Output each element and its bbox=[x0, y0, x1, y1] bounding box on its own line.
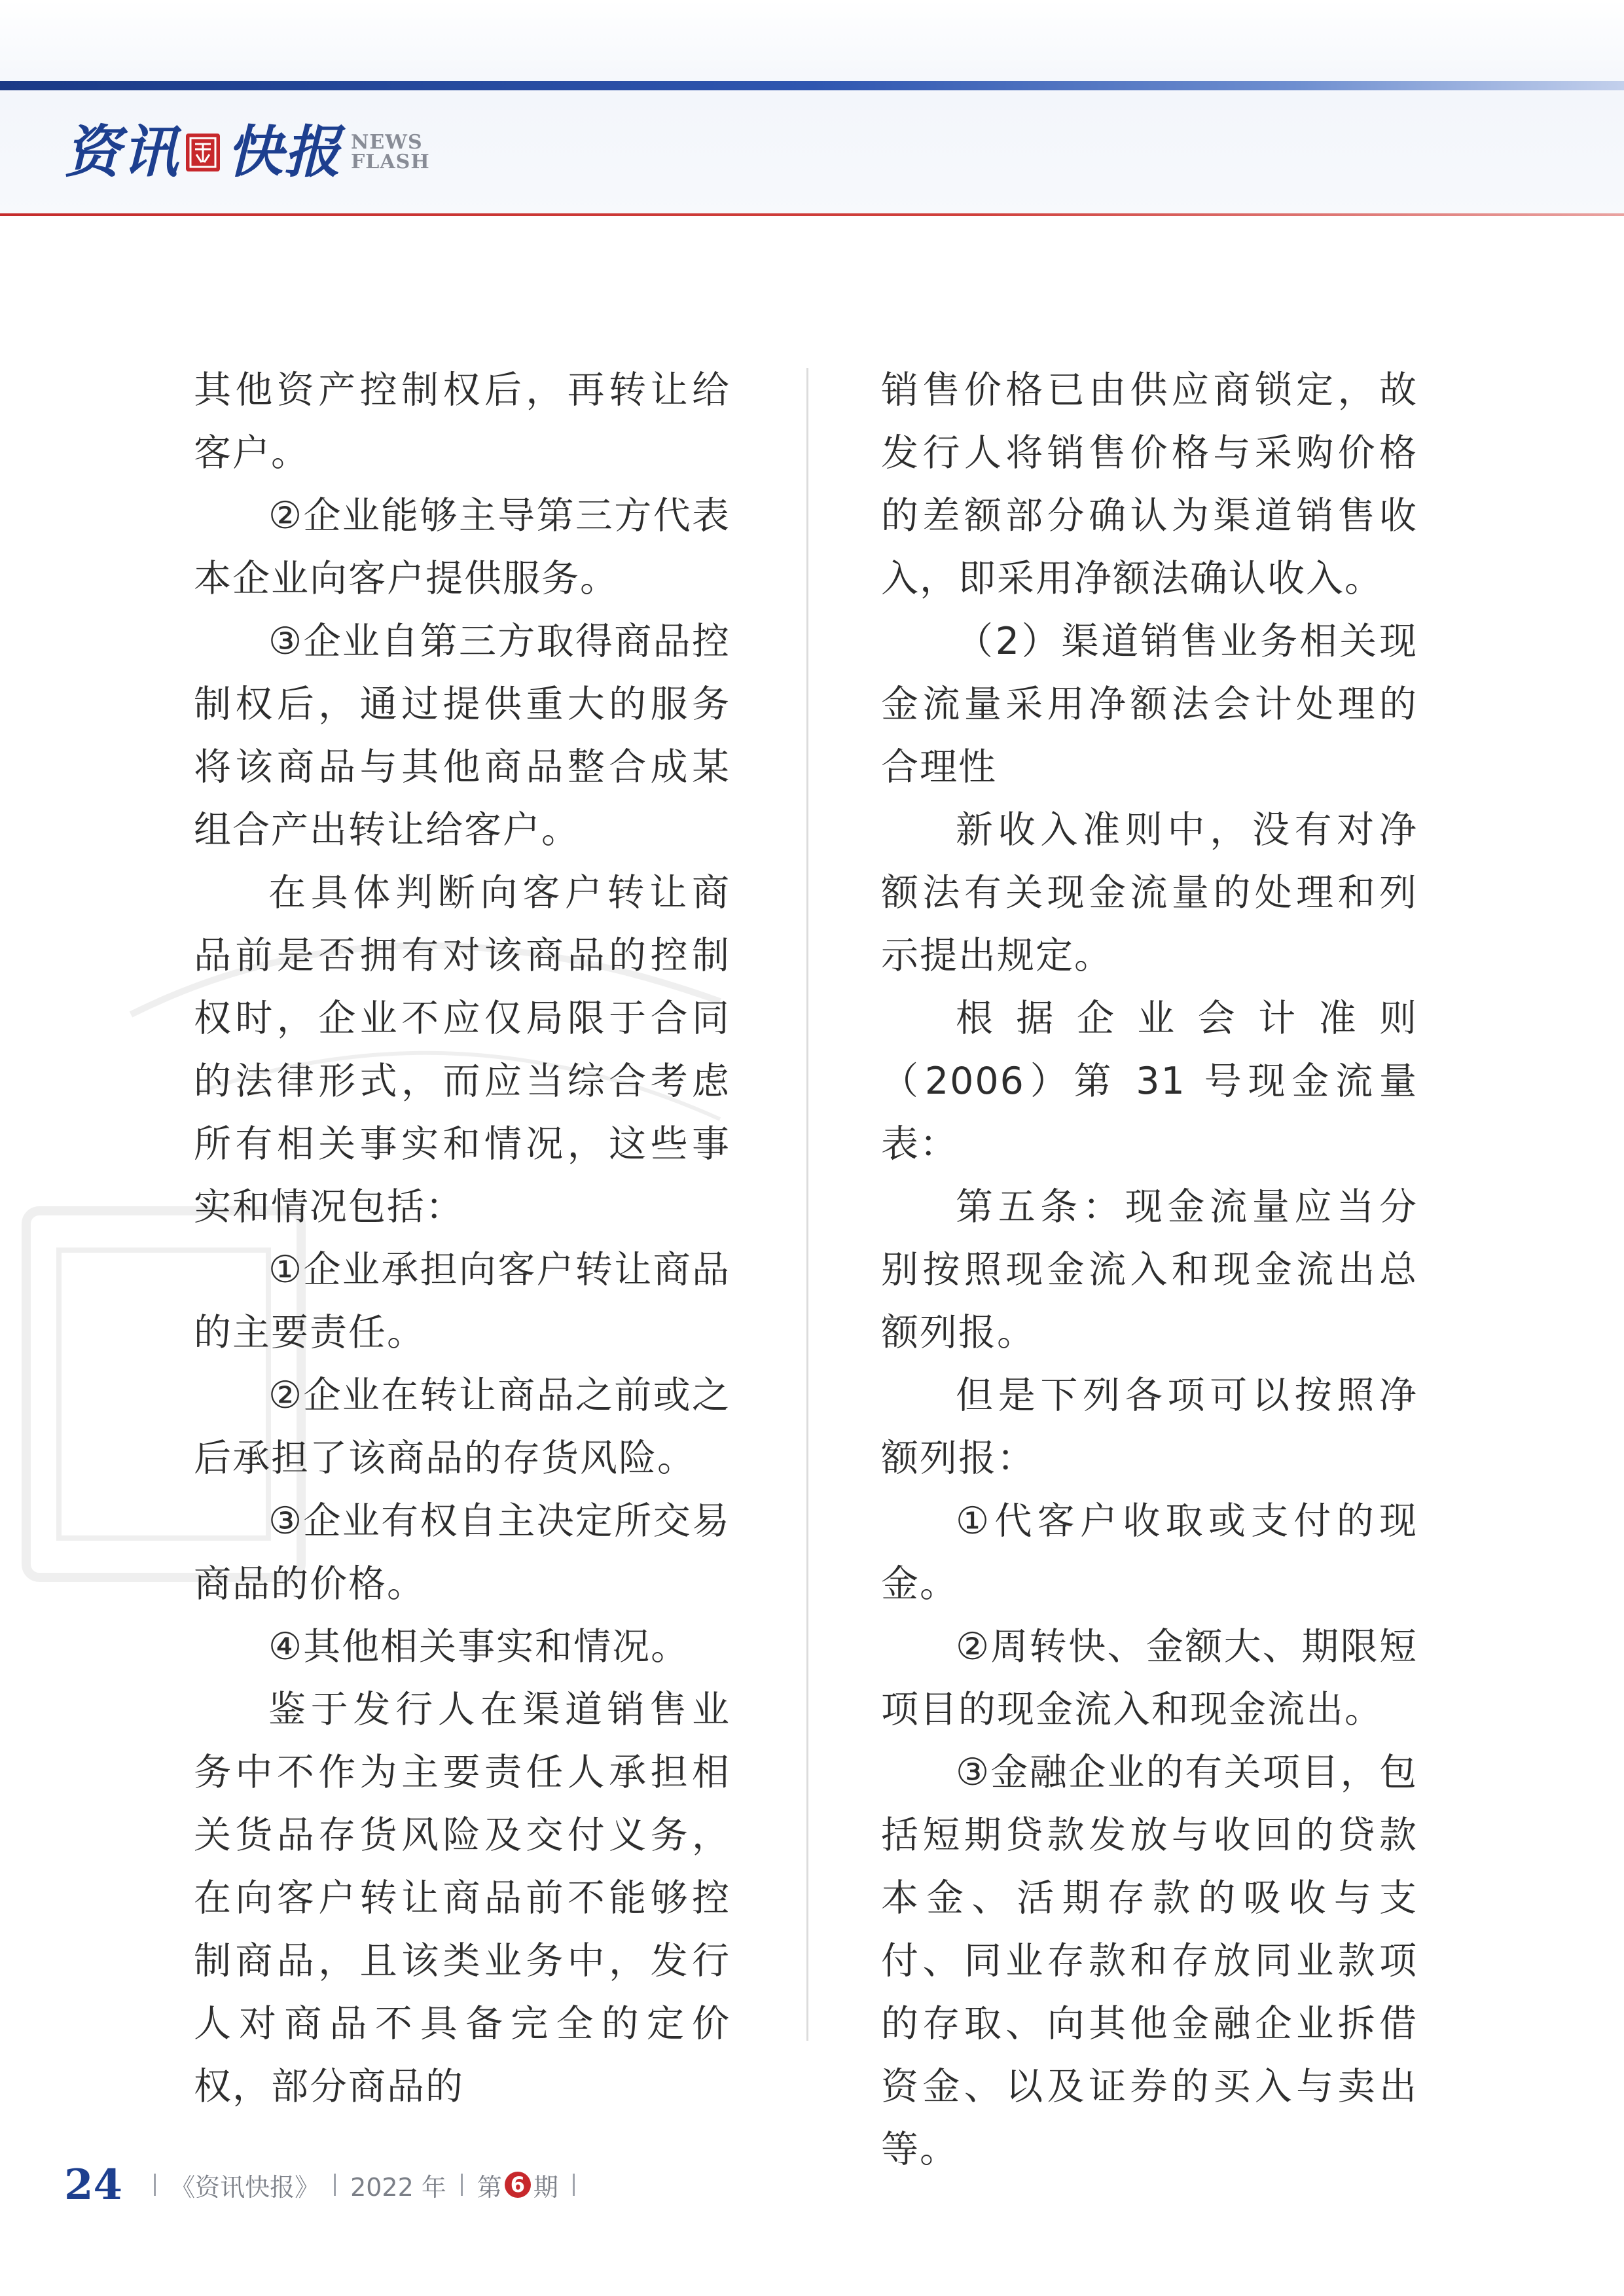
issue-prefix: 第 bbox=[477, 2172, 502, 2202]
paragraph: 但是下列各项可以按照净额列报： bbox=[881, 1374, 1418, 1480]
paragraph: 鉴于发行人在渠道销售业务中不作为主要责任人承担相关货品存货风险及交付义务，在向客户转让商品前不能够控制商品，且该类业务中，发行人对商品不具备完全的定价权，部分商品的 bbox=[194, 1688, 731, 2108]
paragraph: ②周转快、金额大、期限短项目的现金流入和现金流出。 bbox=[881, 1625, 1418, 1731]
paragraph: （2）渠道销售业务相关现金流量采用净额法会计处理的合理性 bbox=[881, 620, 1418, 789]
masthead-subtitle-line1: NEWS bbox=[351, 131, 423, 154]
header-top-bar bbox=[0, 81, 1624, 90]
header-bottom-line bbox=[0, 213, 1624, 216]
paragraph: ③企业自第三方取得商品控制权后，通过提供重大的服务将该商品与其他商品整合成某组合产出转让给客户。 bbox=[194, 620, 731, 852]
footer-separator bbox=[334, 2174, 336, 2196]
issue-number-badge: 6 bbox=[505, 2172, 531, 2198]
paragraph: 在具体判断向客户转让商品前是否拥有对该商品的控制权时，企业不应仅局限于合同的法律形式，而应当综合考虑所有相关事实和情况，这些事实和情况包括： bbox=[194, 871, 731, 1229]
paragraph: 销售价格已由供应商锁定，故发行人将销售价格与采购价格的差额部分确认为渠道销售收入，即采用净额法确认收入。 bbox=[881, 368, 1418, 600]
masthead-title-part2: 快报 bbox=[226, 119, 342, 185]
footer-separator bbox=[154, 2174, 156, 2196]
paragraph: ④其他相关事实和情况。 bbox=[268, 1625, 690, 1668]
masthead-subtitle-line2: FLASH bbox=[351, 151, 430, 173]
paragraph: 第五条：现金流量应当分别按照现金流入和现金流出总额列报。 bbox=[881, 1185, 1418, 1354]
paragraph: ③企业有权自主决定所交易商品的价格。 bbox=[194, 1499, 731, 1605]
paragraph: 其他资产控制权后，再转让给客户。 bbox=[194, 368, 731, 475]
masthead-title-part1: 资讯 bbox=[64, 119, 179, 185]
issue-suffix: 期 bbox=[533, 2172, 558, 2202]
right-column bbox=[881, 359, 1418, 2181]
footer-separator bbox=[461, 2174, 463, 2196]
masthead-subtitle bbox=[351, 133, 430, 172]
column-divider bbox=[806, 368, 808, 2041]
masthead bbox=[64, 117, 430, 188]
paragraph: 新收入准则中，没有对净额法有关现金流量的处理和列示提出规定。 bbox=[881, 808, 1418, 977]
paragraph: ①代客户收取或支付的现金。 bbox=[881, 1499, 1418, 1605]
publication-name: 《资讯快报》 bbox=[170, 2172, 320, 2202]
paragraph: ③金融企业的有关项目，包括短期贷款发放与收回的贷款本金、活期存款的吸收与支付、同业存款和存放同业款项的存取、向其他金融企业拆借资金、以及证券的买入与卖出等。 bbox=[881, 1751, 1418, 2171]
seal-icon bbox=[186, 134, 220, 171]
publication-year: 2022 年 bbox=[350, 2172, 446, 2202]
paragraph: ②企业在转让商品之前或之后承担了该商品的存货风险。 bbox=[194, 1374, 731, 1480]
paragraph: ①企业承担向客户转让商品的主要责任。 bbox=[194, 1248, 731, 1354]
paragraph: ②企业能够主导第三方代表本企业向客户提供服务。 bbox=[194, 494, 731, 600]
page-footer bbox=[64, 2159, 589, 2211]
left-column bbox=[194, 359, 731, 2118]
footer-separator bbox=[573, 2174, 575, 2196]
page-number: 24 bbox=[64, 2160, 123, 2210]
paragraph: 根据企业会计准则（2006）第 31 号现金流量表： bbox=[881, 997, 1418, 1166]
